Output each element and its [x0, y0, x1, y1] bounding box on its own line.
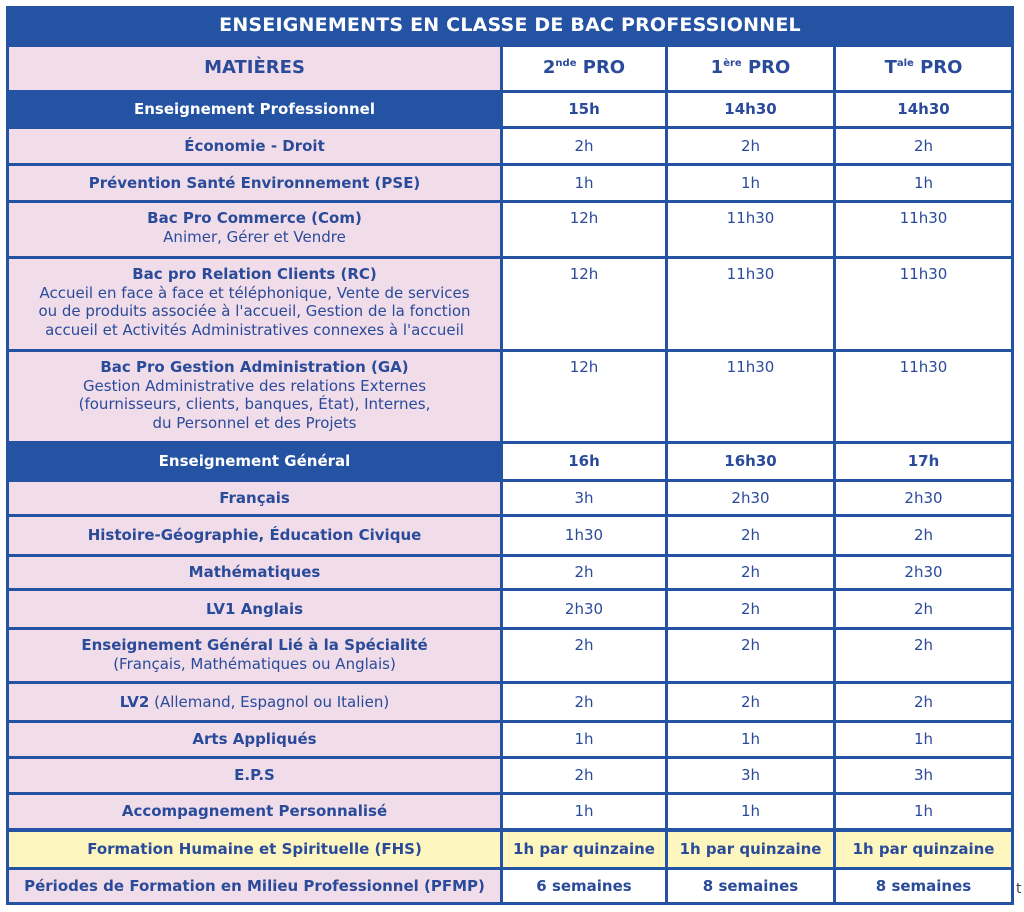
section-header-professionnel: Enseignement Professionnel	[9, 93, 500, 126]
table-cell: 11h30	[836, 259, 1011, 349]
subject-cell: LV2 (Allemand, Espagnol ou Italien)	[9, 684, 500, 720]
table-cell: 16h	[503, 444, 665, 479]
table-cell: 2h	[668, 557, 833, 588]
table-cell: 2h	[503, 129, 665, 163]
subject-cell: LV1 Anglais	[9, 591, 500, 627]
table-cell: 3h	[836, 759, 1011, 792]
table-cell: 2h	[503, 759, 665, 792]
table-cell: 16h30	[668, 444, 833, 479]
table-cell: 2h	[668, 630, 833, 681]
subject-cell: E.P.S	[9, 759, 500, 792]
table-cell: 2h30	[836, 557, 1011, 588]
table-cell: 12h	[503, 352, 665, 441]
header-premiere	[668, 47, 833, 90]
header-seconde-label: 2nde PRO	[542, 57, 626, 79]
table-cell: 12h	[503, 203, 665, 256]
table-cell: 1h	[836, 723, 1011, 756]
table-cell: 1h par quinzaine	[836, 832, 1011, 867]
table-cell: 12h	[503, 259, 665, 349]
table-title: ENSEIGNEMENTS EN CLASSE DE BAC PROFESSIONNEL	[219, 14, 801, 36]
table-cell: 1h	[503, 795, 665, 828]
subject-cell: Prévention Santé Environnement (PSE)	[9, 166, 500, 200]
table-cell: 11h30	[668, 352, 833, 441]
table-cell: 2h	[668, 591, 833, 627]
table-cell: 1h	[503, 166, 665, 200]
table-cell: 2h	[503, 630, 665, 681]
table-cell: 3h	[668, 759, 833, 792]
table-cell: 2h	[503, 684, 665, 720]
section-header-general: Enseignement Général	[9, 444, 500, 479]
table-cell: 2h30	[668, 482, 833, 514]
table-cell: 8 semaines	[836, 870, 1011, 902]
table-cell: 1h par quinzaine	[668, 832, 833, 867]
subject-cell: Mathématiques	[9, 557, 500, 588]
table-cell: 1h	[836, 166, 1011, 200]
table-cell: 2h	[836, 684, 1011, 720]
table-cell: 2h30	[503, 591, 665, 627]
subject-cell: Économie - Droit	[9, 129, 500, 163]
table-cell: 1h	[503, 723, 665, 756]
table-cell: 2h	[836, 517, 1011, 554]
table-cell: 2h	[503, 557, 665, 588]
header-terminale	[836, 47, 1011, 90]
subject-cell: Bac Pro Gestion Administration (GA) Gestion Administrative des relations Externes (fournisseurs, clients, banques, État), Internes, du Personnel et des Projets	[9, 352, 500, 441]
table-cell: 2h30	[836, 482, 1011, 514]
schedule-table	[6, 6, 1014, 905]
subject-cell: Enseignement Général Lié à la Spécialité (Français, Mathématiques ou Anglais)	[9, 630, 500, 681]
table-cell: 1h	[668, 723, 833, 756]
table-cell: 1h30	[503, 517, 665, 554]
table-cell: 1h	[668, 795, 833, 828]
table-cell: 2h	[668, 517, 833, 554]
corner-mark: t	[1016, 881, 1022, 897]
table-cell: 11h30	[836, 203, 1011, 256]
table-cell: 15h	[503, 93, 665, 126]
table-cell: 1h par quinzaine	[503, 832, 665, 867]
table-cell: 1h	[668, 166, 833, 200]
table-cell: 2h	[668, 129, 833, 163]
header-terminale-label: $T^{ale}$ PRO	[884, 57, 963, 79]
table-cell: 2h	[836, 591, 1011, 627]
header-subjects	[9, 47, 500, 90]
table-cell: 2h	[836, 129, 1011, 163]
header-seconde	[503, 47, 665, 90]
subject-cell-fhs: Formation Humaine et Spirituelle (FHS)	[9, 832, 500, 867]
table-cell: 6 semaines	[503, 870, 665, 902]
table-cell: 8 semaines	[668, 870, 833, 902]
table-cell: 14h30	[836, 93, 1011, 126]
header-premiere-label: 1ère PRO	[710, 57, 791, 79]
table-cell: 2h	[836, 630, 1011, 681]
table-cell: 17h	[836, 444, 1011, 479]
table-cell: 11h30	[836, 352, 1011, 441]
subject-cell-pfmp: Périodes de Formation en Milieu Professionnel (PFMP)	[9, 870, 500, 902]
table-cell: 11h30	[668, 203, 833, 256]
subject-cell: Accompagnement Personnalisé	[9, 795, 500, 828]
table-cell: 1h	[836, 795, 1011, 828]
table-cell: 14h30	[668, 93, 833, 126]
subject-cell: Bac pro Relation Clients (RC) Accueil en face à face et téléphonique, Vente de services ou de produits associée à l'accueil, Gestion de la fonction accueil et Activités Administratives connexes à l'accueil	[9, 259, 500, 349]
table-cell: 3h	[503, 482, 665, 514]
subject-cell: Histoire-Géographie, Éducation Civique	[9, 517, 500, 554]
subject-cell: Arts Appliqués	[9, 723, 500, 756]
header-subjects-label: MATIÈRES	[204, 57, 305, 79]
subject-cell: Français	[9, 482, 500, 514]
subject-cell: Bac Pro Commerce (Com) Animer, Gérer et Vendre	[9, 203, 500, 256]
table-cell: 2h	[668, 684, 833, 720]
table-cell: 11h30	[668, 259, 833, 349]
